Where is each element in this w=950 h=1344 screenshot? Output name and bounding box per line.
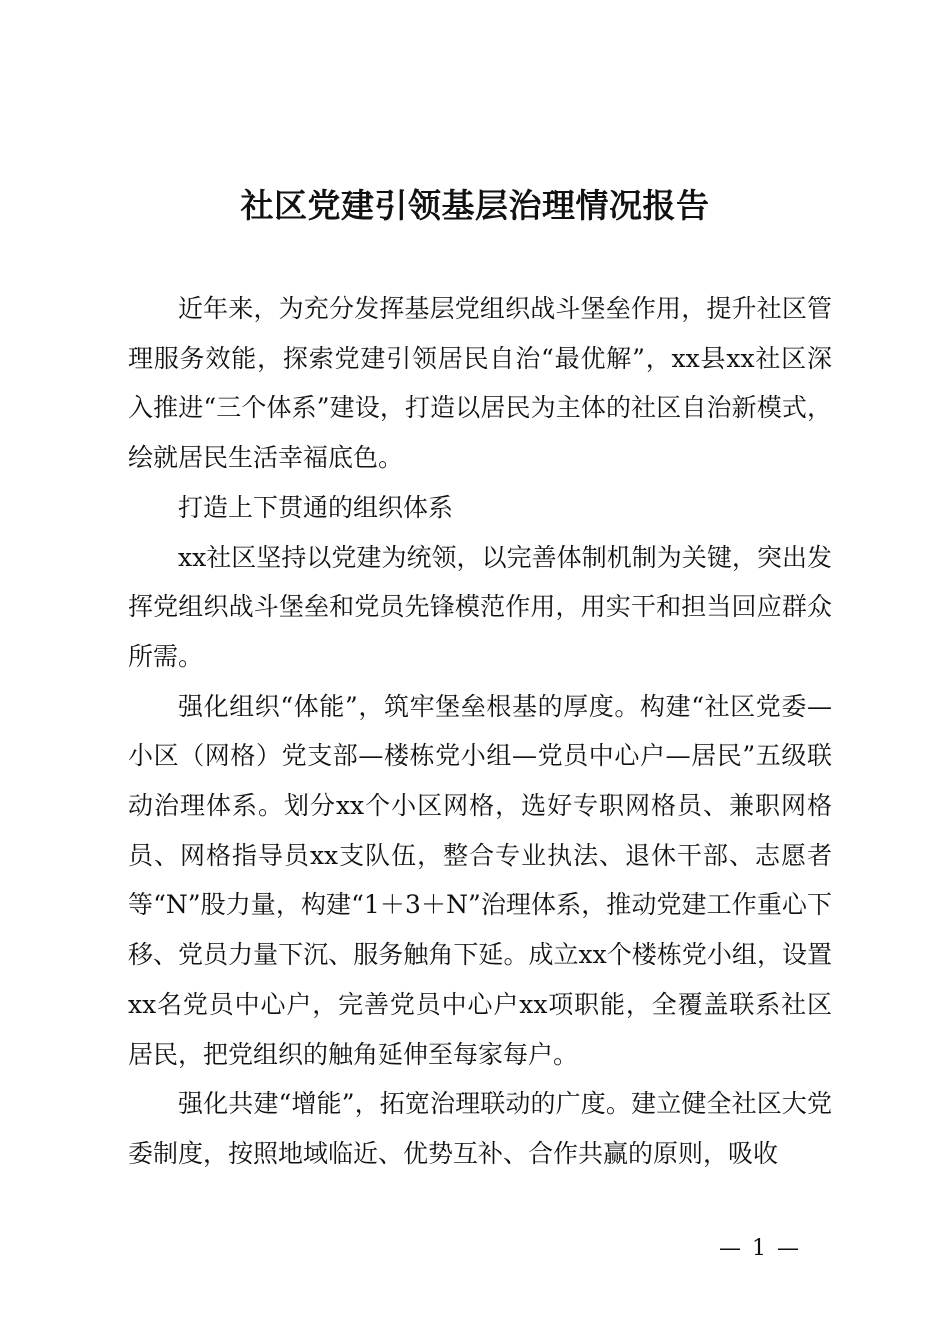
document-title: 社区党建引领基层治理情况报告: [240, 186, 710, 225]
section-heading: 打造上下贯通的组织体系: [178, 492, 454, 522]
paragraph-intro: 近年来，为充分发挥基层党组织战斗堡垒作用，提升社区管理服务效能，探索党建引领居民自治“最优解”，xx县xx社区深入推进“三个体系”建设，打造以居民为主体的社区自治新模式，绘就居民生活幸福底色。: [128, 294, 832, 473]
page-number: — 1 —: [719, 1236, 801, 1261]
paragraph-organization: 强化组织“体能”，筑牢堡垒根基的厚度。构建“社区党委—小区（网格）党支部—楼栋党小组—党员中心户—居民”五级联动治理体系。划分xx个小区网格，选好专职网格员、兼职网格员、网格指导员xx支队伍，整合专业执法、退休干部、志愿者等“N”股力量，构建“1＋3＋N”治理体系，推动党建工作重心下移、党员力量下沉、服务触角下延。成立xx个楼栋党小组，设置xx名党员中心户，完善党员中心户xx项职能，全覆盖联系社区居民，把党组织的触角延伸至每家每户。: [128, 691, 832, 1069]
paragraph-overview: xx社区坚持以党建为统领，以完善体制机制为关键，突出发挥党组织战斗堡垒和党员先锋模范作用，用实干和担当回应群众所需。: [128, 542, 832, 671]
document-body: [128, 284, 832, 1179]
paragraph-cobuilding: 强化共建“增能”，拓宽治理联动的广度。建立健全社区大党委制度，按照地域临近、优势互补、合作共赢的原则，吸收: [128, 1089, 832, 1168]
